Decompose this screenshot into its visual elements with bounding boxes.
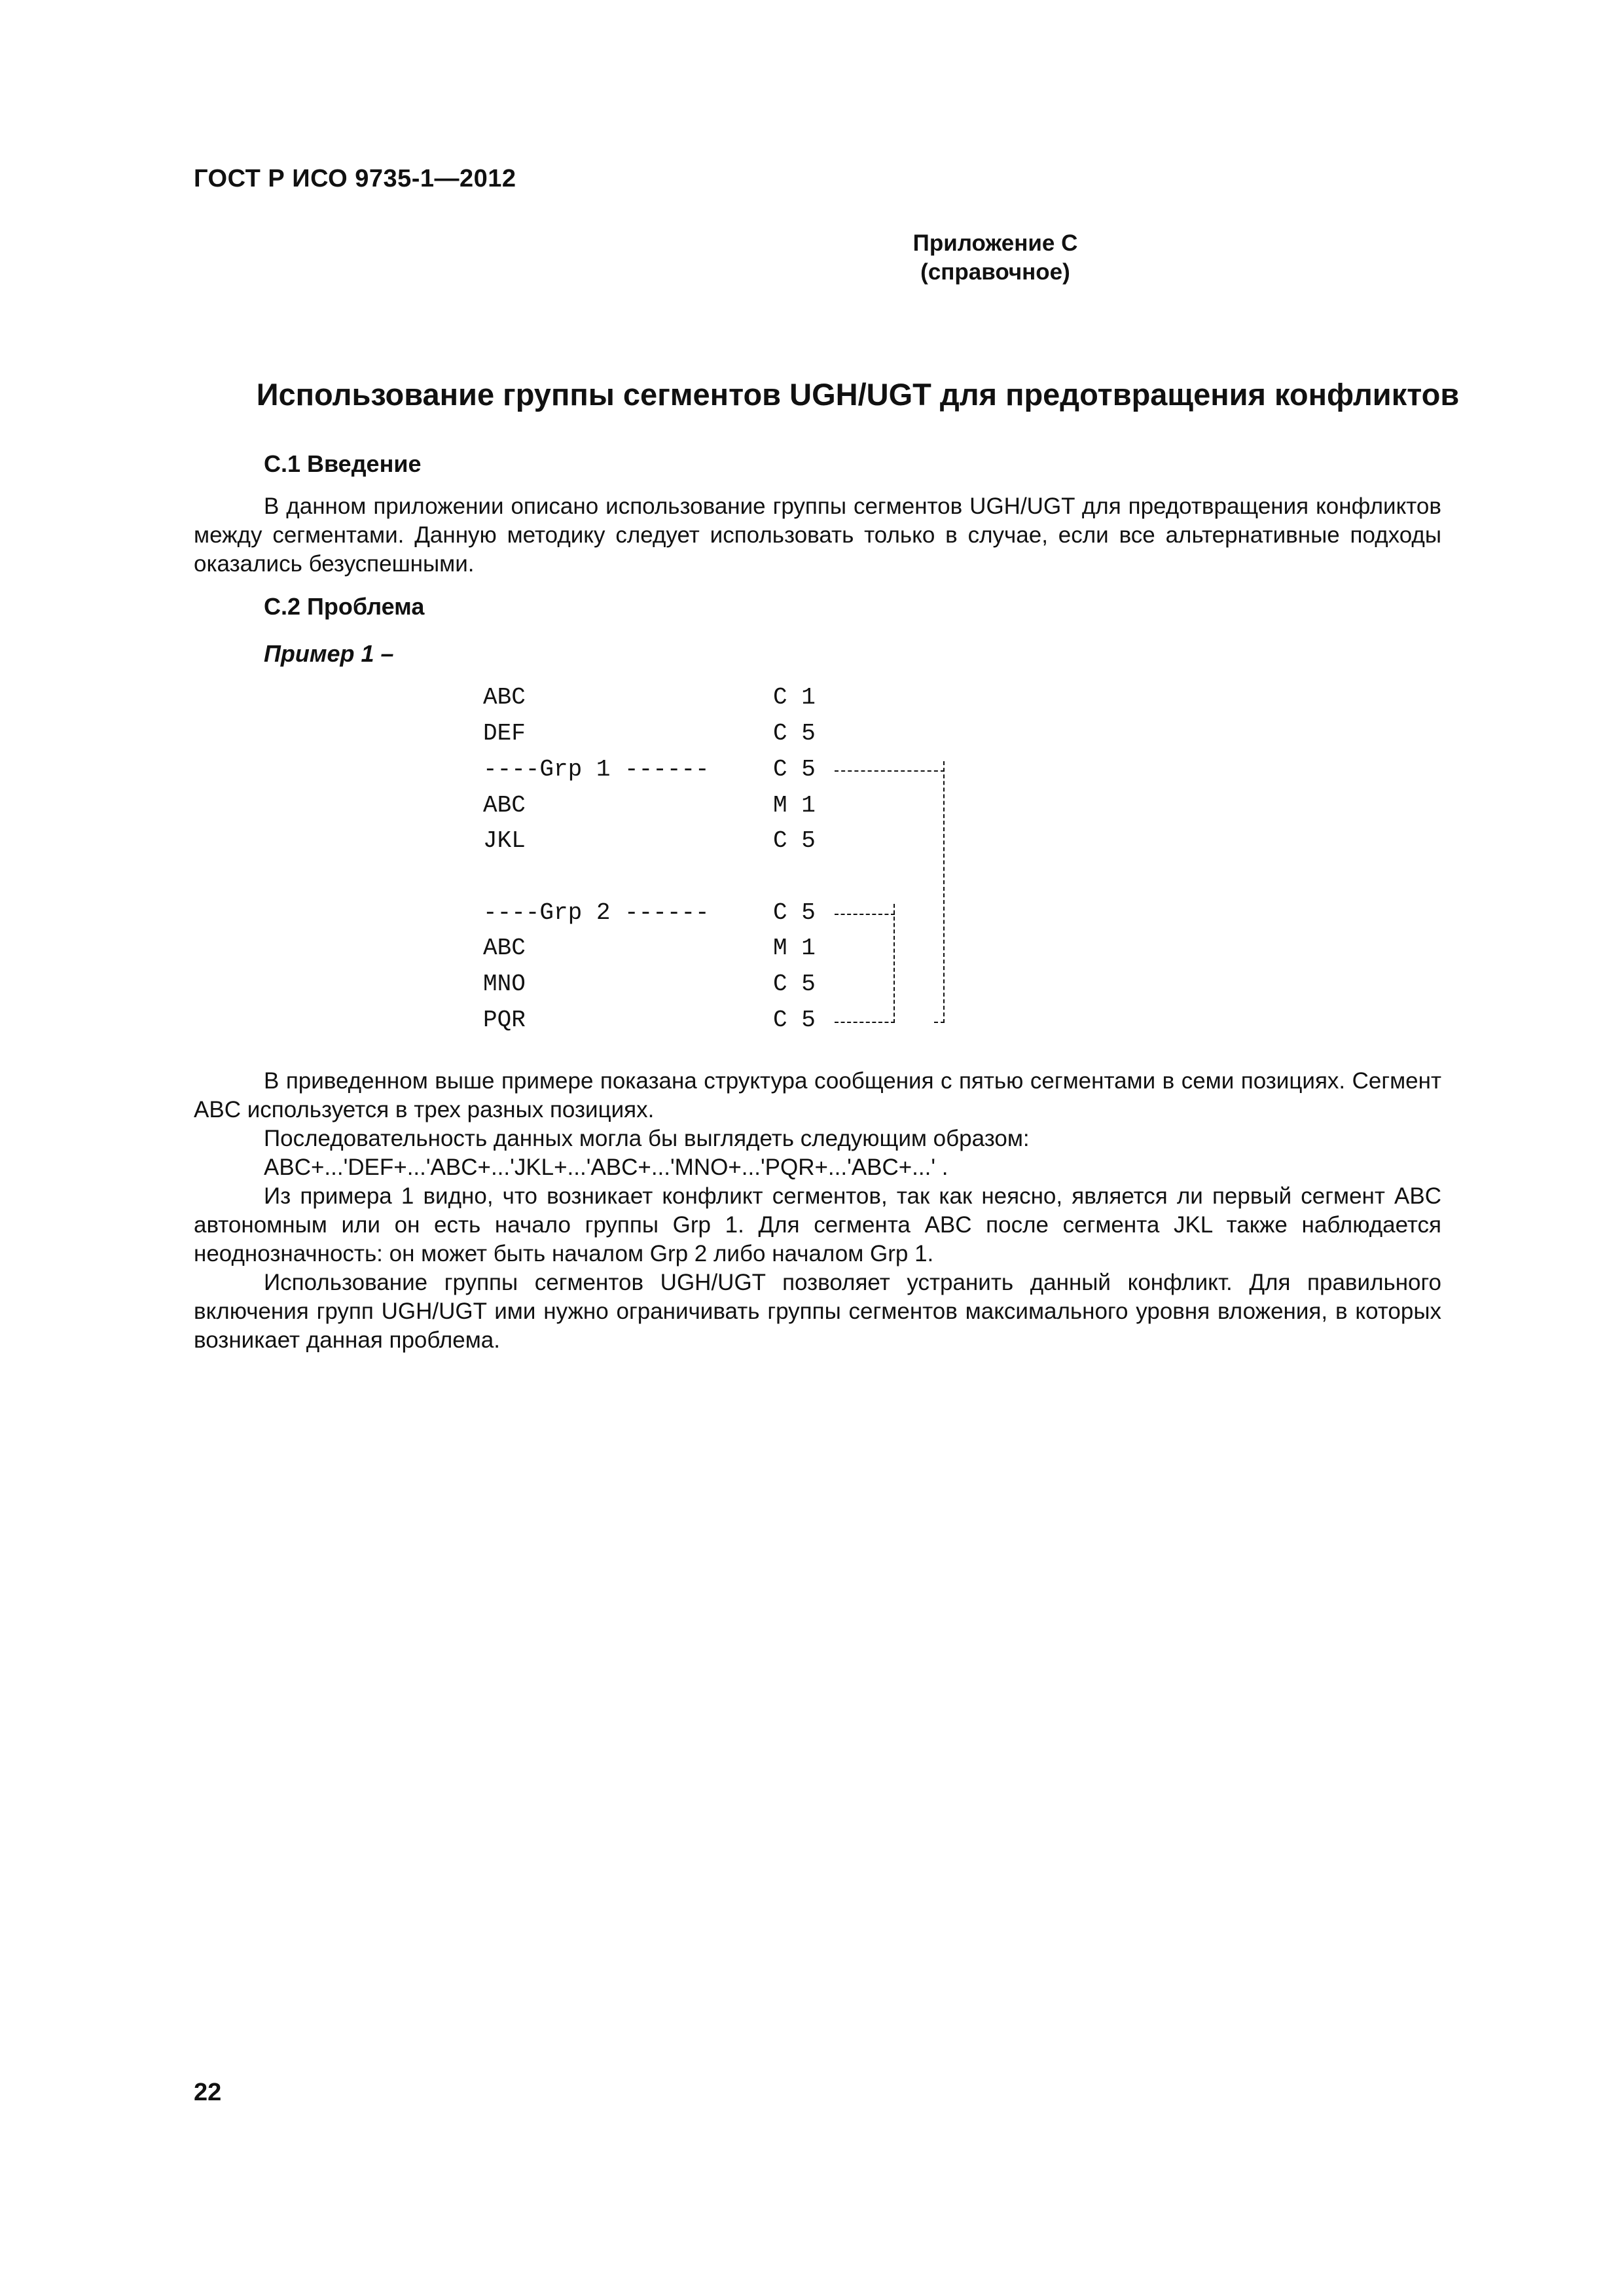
segment-name: JKL	[483, 827, 526, 854]
segment-status: C 5	[773, 720, 816, 747]
group1-bracket-vertical	[943, 761, 945, 1023]
section-heading-introduction: С.1 Введение	[264, 450, 422, 477]
segment-status: C 5	[773, 971, 816, 997]
data-sequence: ABC+...'DEF+...'ABC+...'JKL+...'ABC+...'MNO+...'PQR+...'ABC+...' .	[264, 1155, 948, 1180]
page-title: Использование группы сегментов UGH/UGT для предотвращения конфликтов	[256, 377, 1460, 412]
segment-status: C 5	[773, 1007, 816, 1033]
segment-status: M 1	[773, 935, 816, 961]
segment-status: C 1	[773, 684, 816, 711]
annex-type: (справочное)	[920, 259, 1070, 285]
segment-name: DEF	[483, 720, 526, 747]
group2-bracket-top	[835, 914, 895, 915]
group2-bracket-vertical	[893, 904, 895, 1023]
segment-name: ABC	[483, 935, 526, 961]
document-id: ГОСТ Р ИСО 9735-1—2012	[194, 165, 516, 192]
segment-status: M 1	[773, 792, 816, 819]
section-heading-problem: С.2 Проблема	[264, 593, 425, 620]
segment-status: C 5	[773, 756, 816, 783]
group2-bracket-bottom	[835, 1022, 895, 1023]
body-paragraph: Использование группы сегментов UGH/UGT позволяет устранить данный конфликт. Для правильного включения групп UGH/UGT ими нужно ограничивать группы сегментов максимального уровня вложения, в которых возникает данная проблема.	[194, 1270, 1441, 1353]
group-header: ----Grp 2 ------	[483, 899, 710, 926]
body-paragraph: В приведенном выше примере показана структура сообщения с пятью сегментами в семи позициях. Сегмент ABC используется в трех разных позициях.	[194, 1068, 1441, 1122]
body-paragraph: Последовательность данных могла бы выглядеть следующим образом:	[264, 1126, 1030, 1151]
annex-label	[0, 229, 1624, 287]
group1-bracket-bottom	[934, 1022, 945, 1023]
segment-status: C 5	[773, 899, 816, 926]
group-header: ----Grp 1 ------	[483, 756, 710, 783]
segment-name: MNO	[483, 971, 526, 997]
group1-bracket-top	[835, 770, 945, 772]
segment-status: C 5	[773, 827, 816, 854]
annex-title: Приложение С	[912, 230, 1078, 256]
introduction-paragraph: В данном приложении описано использование группы сегментов UGH/UGT для предотвращения конфликтов между сегментами. Данную методику следует использовать только в случае, если все альтернативные подходы оказались безуспешными.	[194, 493, 1441, 577]
segment-name: PQR	[483, 1007, 526, 1033]
page-number: 22	[194, 2079, 222, 2106]
segment-name: ABC	[483, 684, 526, 711]
segment-name: ABC	[483, 792, 526, 819]
body-paragraph: Из примера 1 видно, что возникает конфликт сегментов, так как неясно, является ли первый сегмент ABC автономным или он есть начало группы Grp 1. Для сегмента ABC после сегмента JKL также наблюдается неоднозначность: он может быть началом Grp 2 либо началом Grp 1.	[194, 1183, 1441, 1266]
example-label: Пример 1 –	[264, 640, 394, 667]
